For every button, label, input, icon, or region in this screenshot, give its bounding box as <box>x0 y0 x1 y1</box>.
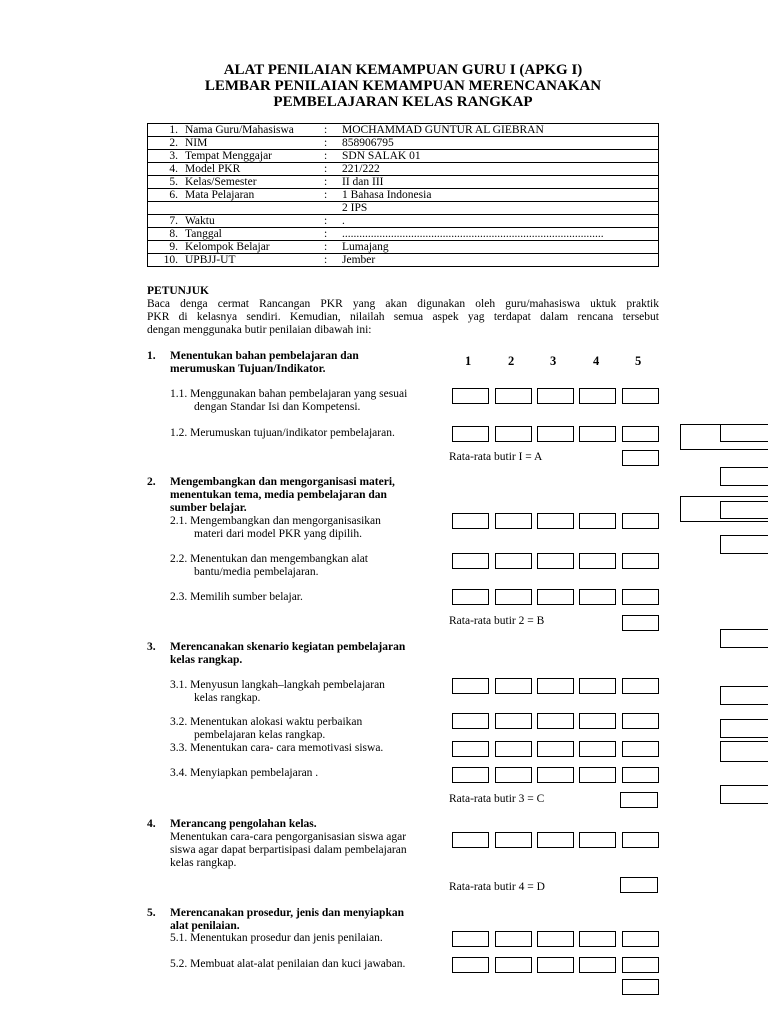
score-row-1-1-score-5-box[interactable] <box>622 388 659 404</box>
score-row-1-2-score-3-box[interactable] <box>537 426 574 442</box>
section-5-number: 5. <box>147 907 156 919</box>
section-2-number: 2. <box>147 476 156 488</box>
identity-number: 6. <box>148 189 183 202</box>
score-row-3-1-score-2-box[interactable] <box>495 678 532 694</box>
item-3-1-line-1: 3.1. Menyusun langkah–langkah pembelajaran <box>170 679 385 691</box>
score-row-4-1-score-2-box[interactable] <box>495 832 532 848</box>
item-2-3: 2.3. Memilih sumber belajar. <box>170 591 303 603</box>
identity-value: 221/222 <box>342 163 659 176</box>
score-row-1-1-score-1-box[interactable] <box>452 388 489 404</box>
score-row-4-1-score-4-box[interactable] <box>579 832 616 848</box>
item-3-4: 3.4. Menyiapkan pembelajaran . <box>170 767 319 779</box>
identity-value: 2 IPS <box>342 202 659 215</box>
identity-row <box>148 124 659 137</box>
section-2-title-line-2: menentukan tema, media pembelajaran dan <box>170 489 387 501</box>
score-row-3-1-score-5-box[interactable] <box>622 678 659 694</box>
identity-number: 5. <box>148 176 183 189</box>
identity-colon: : <box>324 254 342 267</box>
petunjuk-line-1: Baca denga cermat Rancangan PKR yang akan digunakan oleh guru/mahasiswa uktuk praktik <box>147 298 659 310</box>
section-4-number: 4. <box>147 818 156 830</box>
identity-colon: : <box>324 137 342 150</box>
identity-colon: : <box>324 124 342 137</box>
score-row-3-4-score-4-box[interactable] <box>579 767 616 783</box>
identity-label: Waktu <box>182 215 324 228</box>
identity-label: UPBJJ-UT <box>182 254 324 267</box>
section-2-average-label: Rata-rata butir 2 = B <box>449 615 545 627</box>
identity-number: 9. <box>148 241 183 254</box>
identity-row <box>148 202 659 215</box>
section-1-average-label: Rata-rata butir I = A <box>449 451 543 463</box>
identity-number <box>148 202 183 215</box>
identity-number: 8. <box>148 228 183 241</box>
identity-label: Mata Pelajaran <box>182 189 324 202</box>
item-3-2-line-1: 3.2. Menentukan alokasi waktu perbaikan <box>170 716 363 728</box>
item-3-1-line-2: kelas rangkap. <box>194 692 261 704</box>
score-row-3-1-score-3-box[interactable] <box>537 678 574 694</box>
section-3-number: 3. <box>147 641 156 653</box>
item-2-2-line-1: 2.2. Menentukan dan mengembangkan alat <box>170 553 368 565</box>
section-2-title-line-1: Mengembangkan dan mengorganisasi materi, <box>170 476 395 488</box>
score-row-3-2-score-5-box[interactable] <box>622 713 659 729</box>
identity-colon: : <box>324 189 342 202</box>
identity-value: MOCHAMMAD GUNTUR AL GIEBRAN <box>342 124 659 137</box>
average-d-box[interactable] <box>620 877 658 893</box>
average-c-box[interactable] <box>620 792 658 808</box>
petunjuk-line-2: PKR di kelasnya sendiri. Kemudian, nilailah semua aspek yag terdapat dalam rencana tersebut <box>147 311 659 323</box>
average-a-box[interactable] <box>622 450 659 466</box>
side-box-2[interactable] <box>720 467 768 486</box>
identity-colon: : <box>324 150 342 163</box>
item-3-2-line-2: pembelajaran kelas rangkap. <box>194 729 326 741</box>
score-row-4-1-score-3-box[interactable] <box>537 832 574 848</box>
score-label-5: 5 <box>635 354 642 368</box>
side-box-1b[interactable] <box>720 424 768 442</box>
section-4-desc-line-2: siswa agar dapat berpartisipasi dalam pembelajaran <box>170 844 407 856</box>
score-row-1-1-score-4-box[interactable] <box>579 388 616 404</box>
score-row-2-3-score-1-box[interactable] <box>452 589 489 605</box>
score-row-2-1-score-4-box[interactable] <box>579 513 616 529</box>
score-row-3-1-score-1-box[interactable] <box>452 678 489 694</box>
side-box-4[interactable] <box>720 535 768 554</box>
identity-value: ........................................................................................... <box>342 228 659 241</box>
side-box-8[interactable] <box>720 741 768 762</box>
score-row-4-1-score-5-box[interactable] <box>622 832 659 848</box>
section-5-title-line-1: Merencanakan prosedur, jenis dan menyiapkan <box>170 907 404 919</box>
identity-number: 10. <box>148 254 183 267</box>
identity-label: Nama Guru/Mahasiswa <box>182 124 324 137</box>
score-row-3-3-score-5-box[interactable] <box>622 741 659 757</box>
form-title-line-1: ALAT PENILAIAN KEMAMPUAN GURU I (APKG I) <box>223 62 583 78</box>
identity-colon: : <box>324 163 342 176</box>
identity-value: II dan III <box>342 176 659 189</box>
score-row-3-4-score-1-box[interactable] <box>452 767 489 783</box>
form-title-line-2: LEMBAR PENILAIAN KEMAMPUAN MERENCANAKAN <box>204 78 602 94</box>
identity-row <box>148 228 659 241</box>
section-3-average-label: Rata-rata butir 3 = C <box>449 793 545 805</box>
identity-row <box>148 137 659 150</box>
score-row-2-2-score-1-box[interactable] <box>452 553 489 569</box>
identity-row <box>148 176 659 189</box>
section-1-title-line-2: merumuskan Tujuan/Indikator. <box>170 363 326 375</box>
form-title-line-3: PEMBELAJARAN KELAS RANGKAP <box>273 94 533 110</box>
item-3-3: 3.3. Menentukan cara- cara memotivasi siswa. <box>170 742 384 754</box>
identity-colon: : <box>324 215 342 228</box>
identity-value: Lumajang <box>342 241 659 254</box>
section-1-title-line-1: Menentukan bahan pembelajaran dan <box>170 350 359 362</box>
item-2-2-line-2: bantu/media pembelajaran. <box>194 566 319 578</box>
score-row-2-1-score-5-box[interactable] <box>622 513 659 529</box>
section-4-desc-line-3: kelas rangkap. <box>170 857 237 869</box>
identity-colon: : <box>324 228 342 241</box>
item-2-1-line-2: materi dari model PKR yang dipilih. <box>194 528 363 540</box>
section-4-title: Merancang pengolahan kelas. <box>170 818 317 830</box>
score-label-3: 3 <box>550 354 557 368</box>
score-row-5-2-score-4-box[interactable] <box>579 957 616 973</box>
score-row-5-2-score-5-box[interactable] <box>622 957 659 973</box>
score-row-2-1-score-3-box[interactable] <box>537 513 574 529</box>
score-row-1-2-score-1-box[interactable] <box>452 426 489 442</box>
score-row-3-1-score-4-box[interactable] <box>579 678 616 694</box>
score-row-3-3-score-3-box[interactable] <box>537 741 574 757</box>
identity-number: 2. <box>148 137 183 150</box>
score-row-3-2-score-3-box[interactable] <box>537 713 574 729</box>
side-box-9[interactable] <box>720 785 768 804</box>
identity-value: 1 Bahasa Indonesia <box>342 189 659 202</box>
identity-value: . <box>342 215 659 228</box>
identity-number: 7. <box>148 215 183 228</box>
score-row-5-1-score-5-box[interactable] <box>622 931 659 947</box>
score-row-5-1-score-2-box[interactable] <box>495 931 532 947</box>
petunjuk-line-3: dengan menggunaka butir penilaian dibawah ini: <box>147 324 372 336</box>
average-b-box[interactable] <box>622 615 659 631</box>
score-row-2-2-score-4-box[interactable] <box>579 553 616 569</box>
identity-label <box>182 202 324 215</box>
score-row-2-3-score-4-box[interactable] <box>579 589 616 605</box>
identity-row <box>148 189 659 202</box>
score-row-1-2-score-2-box[interactable] <box>495 426 532 442</box>
identity-number: 4. <box>148 163 183 176</box>
score-label-1: 1 <box>465 354 472 368</box>
score-row-3-2-score-2-box[interactable] <box>495 713 532 729</box>
score-row-2-3-score-3-box[interactable] <box>537 589 574 605</box>
score-row-2-2-score-5-box[interactable] <box>622 553 659 569</box>
score-label-4: 4 <box>593 354 600 368</box>
score-row-1-1-score-3-box[interactable] <box>537 388 574 404</box>
item-1-2: 1.2. Merumuskan tujuan/indikator pembelajaran. <box>170 427 395 439</box>
score-row-3-3-score-2-box[interactable] <box>495 741 532 757</box>
score-row-5-1-score-1-box[interactable] <box>452 931 489 947</box>
score-row-1-2-score-5-box[interactable] <box>622 426 659 442</box>
identity-label: Tanggal <box>182 228 324 241</box>
item-5-1: 5.1. Menentukan prosedur dan jenis penilaian. <box>170 932 383 944</box>
section-3-title-line-2: kelas rangkap. <box>170 654 243 666</box>
score-row-2-2-score-3-box[interactable] <box>537 553 574 569</box>
section-4-average-label: Rata-rata butir 4 = D <box>449 881 545 893</box>
score-row-3-2-score-4-box[interactable] <box>579 713 616 729</box>
identity-colon: : <box>324 176 342 189</box>
score-row-3-2-score-1-box[interactable] <box>452 713 489 729</box>
identity-label: Kelas/Semester <box>182 176 324 189</box>
identity-label: Kelompok Belajar <box>182 241 324 254</box>
side-box-6[interactable] <box>720 686 768 705</box>
side-box-7[interactable] <box>720 719 768 738</box>
item-2-1-line-1: 2.1. Mengembangkan dan mengorganisasikan <box>170 515 381 527</box>
section-1-number: 1. <box>147 350 156 362</box>
score-row-5-1-score-4-box[interactable] <box>579 931 616 947</box>
score-row-2-1-score-1-box[interactable] <box>452 513 489 529</box>
score-row-4-1-score-1-box[interactable] <box>452 832 489 848</box>
item-5-2: 5.2. Membuat alat-alat penilaian dan kuci jawaban. <box>170 958 406 970</box>
score-row-3-4-score-3-box[interactable] <box>537 767 574 783</box>
section-2-title-line-3: sumber belajar. <box>170 502 247 514</box>
score-row-2-3-score-2-box[interactable] <box>495 589 532 605</box>
identity-row <box>148 254 659 267</box>
side-box-3b[interactable] <box>720 501 768 519</box>
score-row-5-1-score-3-box[interactable] <box>537 931 574 947</box>
score-label-2: 2 <box>508 354 515 368</box>
identity-label: NIM <box>182 137 324 150</box>
section-5-title-line-2: alat penilaian. <box>170 920 240 932</box>
score-row-5-2-score-2-box[interactable] <box>495 957 532 973</box>
identity-row <box>148 163 659 176</box>
identity-colon <box>324 202 342 215</box>
identity-value: 858906795 <box>342 137 659 150</box>
identity-row <box>148 150 659 163</box>
score-row-2-3-score-5-box[interactable] <box>622 589 659 605</box>
score-row-1-1-score-2-box[interactable] <box>495 388 532 404</box>
identity-value: Jember <box>342 254 659 267</box>
identity-row <box>148 241 659 254</box>
item-1-1-line-1: 1.1. Menggunakan bahan pembelajaran yang sesuai <box>170 388 408 400</box>
score-row-1-2-score-4-box[interactable] <box>579 426 616 442</box>
section-4-desc-line-1: Menentukan cara-cara pengorganisasian siswa agar <box>170 831 407 843</box>
final-score-box[interactable] <box>622 979 659 995</box>
score-row-3-4-score-5-box[interactable] <box>622 767 659 783</box>
score-row-3-3-score-1-box[interactable] <box>452 741 489 757</box>
identity-colon: : <box>324 241 342 254</box>
score-row-2-1-score-2-box[interactable] <box>495 513 532 529</box>
item-1-1-line-2: dengan Standar Isi dan Kompetensi. <box>194 401 361 413</box>
identity-label: Model PKR <box>182 163 324 176</box>
score-row-5-2-score-1-box[interactable] <box>452 957 489 973</box>
score-row-3-4-score-2-box[interactable] <box>495 767 532 783</box>
score-row-5-2-score-3-box[interactable] <box>537 957 574 973</box>
identity-table <box>147 123 659 267</box>
identity-row <box>148 215 659 228</box>
score-row-2-2-score-2-box[interactable] <box>495 553 532 569</box>
section-3-title-line-1: Merencanakan skenario kegiatan pembelajaran <box>170 641 406 653</box>
identity-value: SDN SALAK 01 <box>342 150 659 163</box>
identity-number: 1. <box>148 124 183 137</box>
identity-label: Tempat Menggajar <box>182 150 324 163</box>
score-row-3-3-score-4-box[interactable] <box>579 741 616 757</box>
petunjuk-heading: PETUNJUK <box>147 285 209 297</box>
identity-number: 3. <box>148 150 183 163</box>
side-box-5[interactable] <box>720 629 768 648</box>
